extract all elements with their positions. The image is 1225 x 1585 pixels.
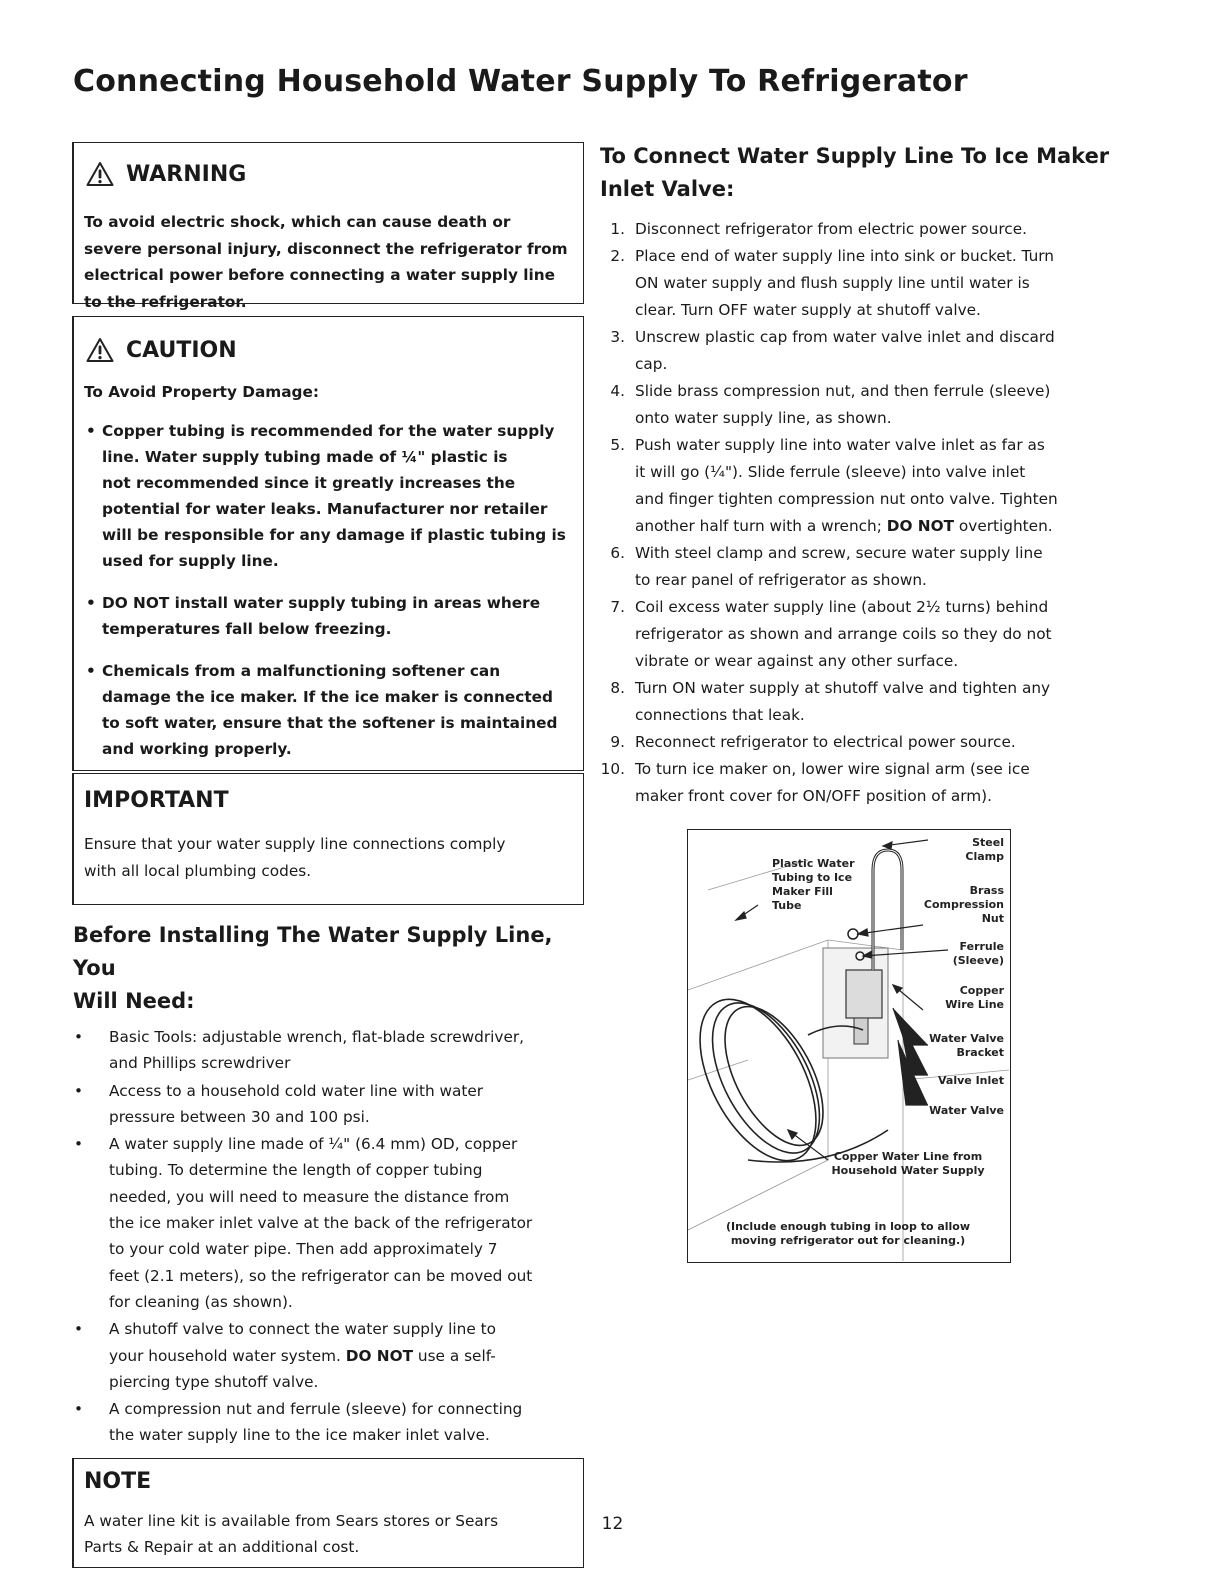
caution-item: • DO NOT install water supply tubing in areas where temperatures fall below freezing. [86,594,541,638]
before-installing-heading: Before Installing The Water Supply Line, You Will Need: [73,923,553,1013]
step-item: 7. Coil excess water supply line (about 2½ turns) behind refrigerator as shown and arrange coils so they do not vibrate or wear against any other surface. [610,598,1052,670]
page-title: Connecting Household Water Supply To Refrigerator [73,64,968,99]
needed-item: • A compression nut and ferrule (sleeve) for connecting the water supply line to the ice maker inlet valve. [74,1400,523,1445]
needed-item: • Access to a household cold water line with water pressure between 30 and 100 psi. [74,1081,484,1126]
ferrule-label: Ferrule (Sleeve) [952,940,1004,967]
steel-clamp-label: Steel Clamp [965,836,1004,863]
note-box [72,1458,584,1568]
needed-item: • Basic Tools: adjustable wrench, flat-blade screwdriver, and Phillips screwdriver [74,1028,525,1073]
warning-box [72,142,584,311]
connect-steps-list [599,216,1119,810]
water-line-diagram [687,829,1011,1263]
connect-heading: To Connect Water Supply Line To Ice Maker Inlet Valve: [600,144,1110,201]
step-item: 9. Reconnect refrigerator to electrical power source. [610,733,1016,751]
copper-line-label: Copper Water Line from Household Water Supply [831,1150,985,1177]
caution-triangle-icon [86,337,114,363]
important-box [72,773,584,905]
needed-item: • A shutoff valve to connect the water supply line to your household water system. DO NOT use a self- piercing type shutoff valve. [74,1320,496,1391]
needed-items-list [72,1024,584,1449]
important-heading: IMPORTANT [84,788,229,813]
valve-inlet-label: Valve Inlet [938,1074,1004,1087]
needed-item: • A water supply line made of ¼" (6.4 mm) OD, copper tubing. To determine the length of copper tubing needed, you will need to measure the distance from the ice maker inlet valve at the back of the refrigerator to your cold water pipe. Then add approximately 7 feet (2.1 meters), so the refrigerator can be moved out for cleaning (as shown). [74,1135,533,1311]
caution-list [84,418,571,762]
warning-triangle-icon [86,161,114,187]
water-valve-label: Water Valve [929,1104,1004,1117]
step-item: 8. Turn ON water supply at shutoff valve and tighten any connections that leak. [610,679,1051,724]
caution-subhead: To Avoid Property Damage: [84,383,319,401]
right-column [599,140,1119,810]
caution-box [72,316,584,771]
valve-bracket-label: Water Valve Bracket [929,1032,1004,1059]
caution-item: • Copper tubing is recommended for the water supply line. Water supply tubing made of ¼" plastic is not recommended since it greatly increases the potential for water leaks. Manufacturer nor retailer will be responsible for any damage if plastic tubing is used for supply line. [86,422,566,570]
left-column [72,142,584,1568]
step-item: 6. With steel clamp and screw, secure water supply line to rear panel of refrigerator as shown. [610,544,1043,589]
step-item: 4. Slide brass compression nut, and then ferrule (sleeve) onto water supply line, as shown. [610,382,1051,427]
step-item: 2. Place end of water supply line into sink or bucket. Turn ON water supply and flush supply line until water is clear. Turn OFF water supply at shutoff valve. [610,247,1054,319]
important-text: Ensure that your water supply line connections comply with all local plumbing codes. [84,835,506,880]
warning-heading: WARNING [126,161,247,187]
note-text: A water line kit is available from Sears stores or Sears Parts & Repair at an additional cost. [84,1511,499,1557]
brass-nut-label: Brass Compression Nut [923,884,1004,925]
loop-note-label: (Include enough tubing in loop to allow moving refrigerator out for cleaning.) [725,1220,971,1247]
step-item: 3. Unscrew plastic cap from water valve inlet and discard cap. [610,328,1055,373]
step-item: 10. To turn ice maker on, lower wire signal arm (see ice maker front cover for ON/OFF position of arm). [600,760,1030,805]
caution-heading: CAUTION [126,337,237,363]
plastic-tube-label: Plastic Water Tubing to Ice Maker Fill Tube [772,857,855,912]
page-number: 12 [601,1514,624,1534]
step-item: 1. Disconnect refrigerator from electric power source. [610,220,1027,238]
note-heading: NOTE [84,1468,152,1494]
step-item: 5. Push water supply line into water valve inlet as far as it will go (¼"). Slide ferrule (sleeve) into valve inlet and finger tighten compression nut onto valve. Tighten another half turn with a wrench; DO NOT overtighten. [610,436,1058,535]
warning-text: To avoid electric shock, which can cause death or severe personal injury, disconnect the refrigerator from electrical power before connecting a water supply line to the refrigerator. [84,213,568,311]
copper-wire-label: Copper Wire Line [945,984,1004,1011]
caution-item: • Chemicals from a malfunctioning softener can damage the ice maker. If the ice maker is connected to soft water, ensure that the softener is maintained and working properly. [86,662,558,758]
